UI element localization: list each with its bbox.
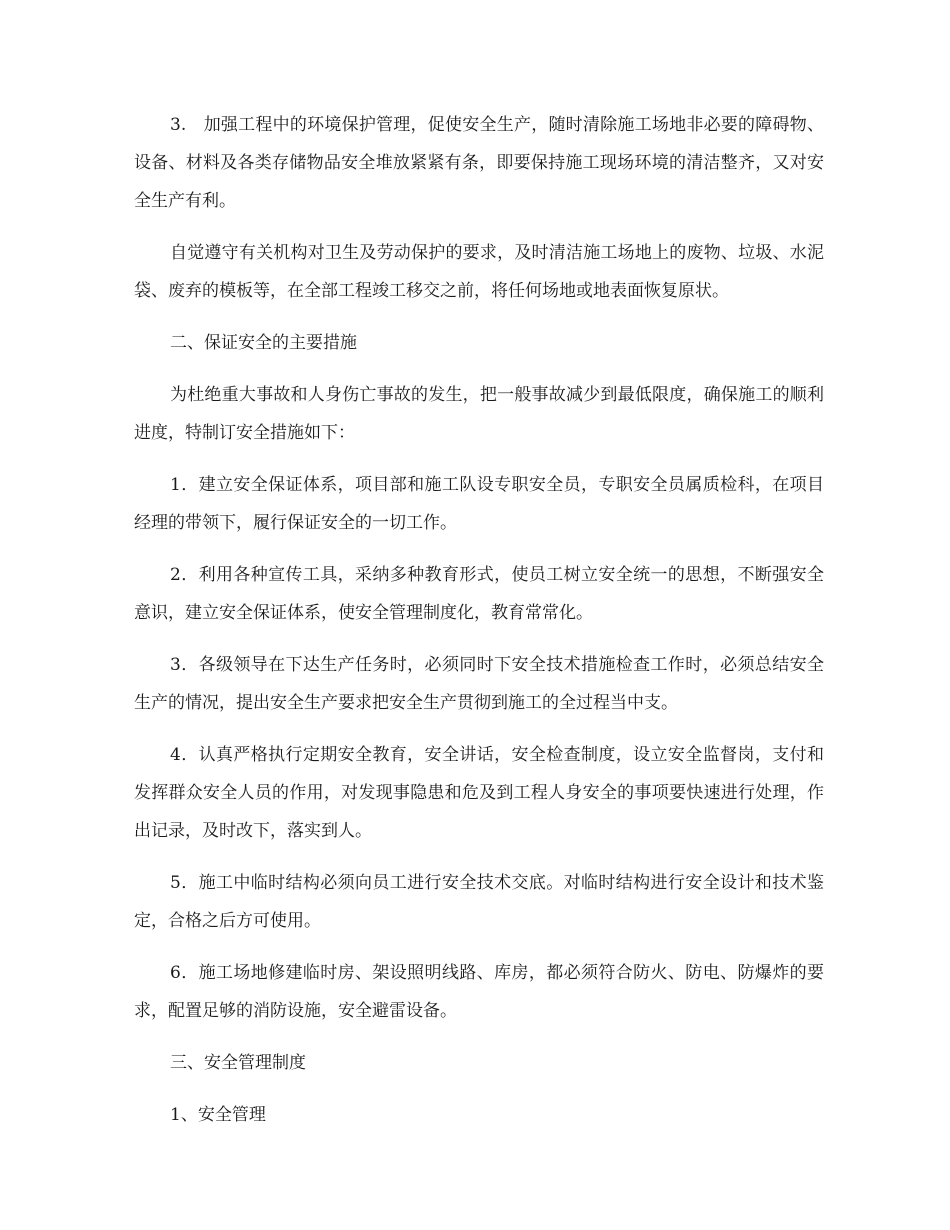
section-heading-safety-measures: 二、保证安全的主要措施 [170, 333, 357, 353]
list-item-5: 5．施工中临时结构必须向员工进行安全技术交底。对临时结构进行安全设计和技术鉴定，合格之后方可使用。 [134, 873, 824, 931]
list-item-6: 6．施工场地修建临时房、架设照明线路、库房，都必须符合防火、防电、防爆炸的要求，配置足够的消防设施，安全避雷设备。 [134, 963, 824, 1021]
paragraph-hygiene-compliance: 自觉遵守有关机构对卫生及劳动保护的要求，及时清洁施工场地上的废物、垃圾、水泥袋、废弃的模板等，在全部工程竣工移交之前，将任何场地或地表面恢复原状。 [134, 243, 824, 301]
section-heading-safety-management-system: 三、安全管理制度 [170, 1053, 306, 1073]
paragraph-environment-protection: 3. 加强工程中的环境保护管理，促使安全生产，随时清除施工场地非必要的障碍物、设备、材料及各类存储物品安全堆放紧紧有条，即要保持施工现场环境的清洁整齐，又对安全生产有利。 [134, 115, 824, 211]
list-item-1: 1．建立安全保证体系，项目部和施工队设专职安全员，专职安全员属质检科，在项目经理的带领下，履行保证安全的一切工作。 [134, 475, 824, 533]
subsection-heading-safety-management: 1、安全管理 [170, 1105, 266, 1125]
paragraph-safety-intro: 为杜绝重大事故和人身伤亡事故的发生，把一般事故减少到最低限度，确保施工的顺利进度，特制订安全措施如下： [134, 385, 824, 443]
list-item-3: 3．各级领导在下达生产任务时，必须同时下安全技术措施检查工作时，必须总结安全生产的情况，提出安全生产要求把安全生产贯彻到施工的全过程当中支。 [134, 655, 824, 713]
list-item-4: 4．认真严格执行定期安全教育，安全讲话，安全检查制度，设立安全监督岗，支付和发挥群众安全人员的作用，对发现事隐患和危及到工程人身安全的事项要快速进行处理，作出记录，及时改下，落实到人。 [134, 745, 824, 841]
list-item-2: 2．利用各种宣传工具，采纳多种教育形式，使员工树立安全统一的思想，不断强安全意识，建立安全保证体系，使安全管理制度化，教育常常化。 [134, 565, 824, 623]
document-page [134, 106, 824, 1148]
